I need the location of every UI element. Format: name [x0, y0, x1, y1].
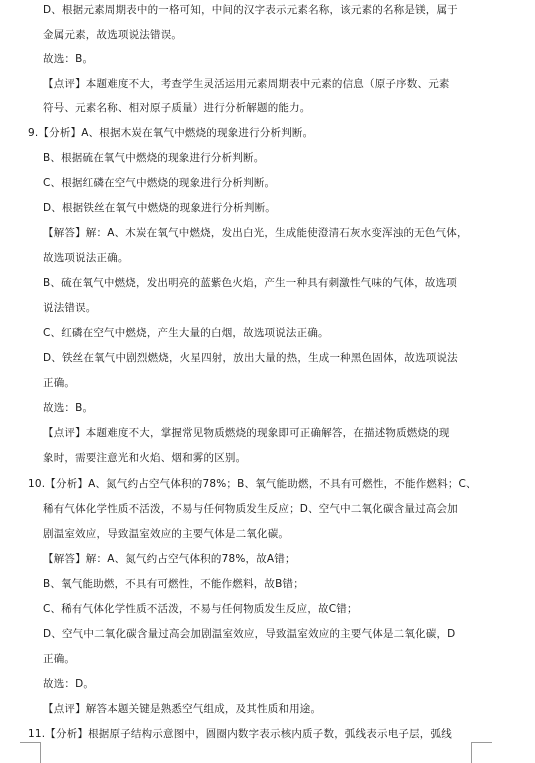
text-line: D、空气中二氧化碳含量过高会加剧温室效应，导致温室效应的主要气体是二氧化碳，D: [43, 628, 456, 640]
text-line: D、铁丝在氧气中剧烈燃烧，火星四射，放出大量的热，生成一种黑色固体，故选项说法: [43, 352, 458, 364]
question-heading: 9.【分析】A、根据木炭在氧气中燃烧的现象进行分析判断。: [28, 127, 314, 139]
text-line: D、根据元素周期表中的一格可知，中间的汉字表示元素名称，该元素的名称是镁，属于: [43, 4, 458, 16]
text-line: D、根据铁丝在氧气中燃烧的现象进行分析判断。: [43, 202, 276, 214]
text-line: 【解答】解：A、木炭在氧气中燃烧，发出白光，生成能使澄清石灰水变浑浊的无色气体，: [43, 227, 468, 239]
crop-mark-left-horizontal: [20, 742, 41, 743]
question-heading: 10.【分析】A、氮气约占空气体积的78%；B、氧气能助燃，不具有可燃性，不能作燃料；C、: [28, 478, 477, 490]
text-line: 正确。: [43, 653, 76, 665]
text-line: 金属元素，故选项说法错误。: [43, 29, 183, 41]
text-line: B、氧气能助燃，不具有可燃性，不能作燃料，故B错；: [43, 578, 304, 590]
text-line: 【点评】本题难度不大，掌握常见物质燃烧的现象即可正确解答，在描述物质燃烧的现: [43, 427, 450, 439]
text-line: 【解答】解：A、氮气约占空气体积的78%，故A错；: [43, 553, 296, 565]
text-line: 【点评】解答本题关键是熟悉空气组成，及其性质和用途。: [43, 703, 322, 715]
text-line: 正确。: [43, 377, 76, 389]
text-line: C、稀有气体化学性质不活泼，不易与任何物质发生反应，故C错；: [43, 603, 358, 615]
text-line: 稀有气体化学性质不活泼，不易与任何物质发生反应；D、空气中二氧化碳含量过高会加: [43, 503, 458, 515]
text-line: 符号、元素名称、相对原子质量）进行分析解题的能力。: [43, 102, 311, 114]
text-line: B、根据硫在氧气中燃烧的现象进行分析判断。: [43, 152, 265, 164]
text-line: C、根据红磷在空气中燃烧的现象进行分析判断。: [43, 177, 276, 189]
text-line: 故选项说法正确。: [43, 252, 129, 264]
text-line: C、红磷在空气中燃烧，产生大量的白烟，故选项说法正确。: [43, 327, 329, 339]
crop-mark-right-horizontal: [471, 742, 492, 743]
text-line: 象时，需要注意光和火焰、烟和雾的区别。: [43, 452, 247, 464]
text-line: 故选：B。: [43, 402, 94, 414]
crop-mark-right-vertical: [471, 742, 472, 763]
text-line: 剧温室效应，导致温室效应的主要气体是二氧化碳。: [43, 528, 290, 540]
question-heading: 11.【分析】根据原子结构示意图中，圆圈内数字表示核内质子数，弧线表示电子层，弧线: [28, 728, 452, 740]
text-line: B、硫在氧气中燃烧，发出明亮的蓝紫色火焰，产生一种具有刺激性气味的气体，故选项: [43, 277, 458, 289]
text-line: 【点评】本题难度不大，考查学生灵活运用元素周期表中元素的信息（原子序数、元素: [43, 78, 450, 90]
crop-mark-left-vertical: [40, 742, 41, 763]
text-line: 说法错误。: [43, 302, 97, 314]
text-line: 故选：D。: [43, 678, 95, 690]
text-line: 故选：B。: [43, 53, 94, 65]
